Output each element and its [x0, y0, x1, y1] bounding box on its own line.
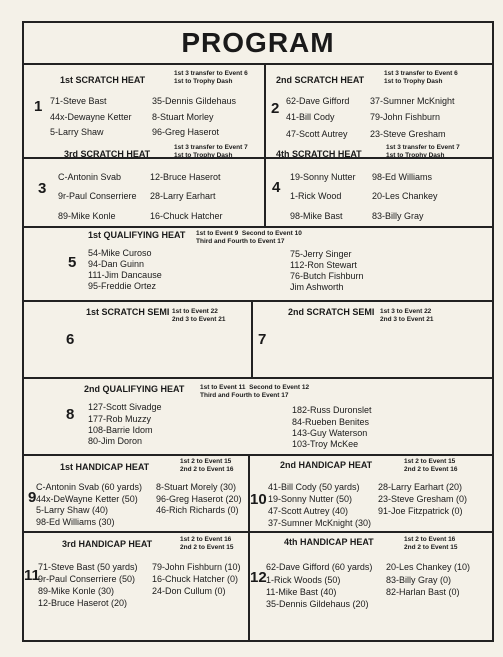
rider-entry: 103-Troy McKee [292, 439, 359, 449]
rider-entry: 12-Bruce Haserot [150, 172, 221, 182]
rider-entry: 9r-Paul Conserriere (50) [38, 574, 136, 584]
rider-entry: 112-Ron Stewart [290, 260, 357, 270]
event-header: 3rd SCRATCH HEAT [64, 149, 151, 159]
transfer-note: 1st 3 transfer to Event 7 1st to Trophy Dash [386, 144, 460, 159]
divider [24, 454, 492, 456]
rider-entry: 62-Dave Gifford [286, 96, 350, 106]
rider-entry: 98-Ed Williams [372, 172, 433, 182]
rider-entry: 111-Jim Dancause [88, 270, 162, 280]
rider-entry: 41-Bill Cody [286, 112, 335, 122]
rider-entry: 19-Sonny Nutter (50) [268, 494, 353, 504]
rider-entry: 8-Stuart Morely (30) [156, 482, 237, 492]
rider-entry: 82-Harlan Bast (0) [386, 587, 460, 597]
rider-entry: 98-Mike Bast [290, 211, 343, 221]
rider-entry: 24-Don Cullum (0) [152, 586, 226, 596]
rider-entry: 84-Rueben Benites [292, 417, 370, 427]
rider-entry: 79-John Fishburn [370, 112, 441, 122]
divider [248, 454, 250, 640]
rider-entry: 1-Rick Woods (50) [266, 575, 341, 585]
transfer-note: 1st 2 to Event 16 2nd 2 to Event 15 [404, 536, 458, 551]
event-number: 8 [66, 406, 75, 423]
transfer-note: 1st 2 to Event 15 2nd 2 to Event 16 [180, 458, 234, 473]
rider-entry: 54-Mike Curoso [88, 248, 152, 258]
page-title: PROGRAM [181, 27, 335, 58]
rider-entry: 47-Scott Autrey (40) [268, 506, 349, 516]
rider-entry: 19-Sonny Nutter [290, 172, 356, 182]
rider-entry: 1-Rick Wood [290, 191, 342, 201]
rider-entry: 16-Chuck Hatcher [150, 211, 223, 221]
event-header: 2nd SCRATCH SEMI [288, 307, 375, 317]
event-header: 3rd HANDICAP HEAT [62, 539, 153, 549]
rider-entry: 95-Freddie Ortez [88, 281, 157, 291]
rider-entry: 75-Jerry Singer [290, 249, 352, 259]
rider-entry: Jim Ashworth [290, 282, 344, 292]
event-header: 1st SCRATCH HEAT [60, 75, 146, 85]
rider-entry: 83-Billy Gray (0) [386, 575, 452, 585]
rider-entry: 89-Mike Konle [58, 211, 116, 221]
event-header: 1st SCRATCH SEMI [86, 307, 170, 317]
rider-entry: 23-Steve Gresham [370, 129, 446, 139]
rider-entry: 98-Ed Williams (30) [36, 517, 115, 527]
transfer-note: 1st 3 transfer to Event 6 1st to Trophy Dash [174, 70, 248, 85]
transfer-note: 1st to Event 22 2nd 3 to Event 21 [172, 308, 226, 323]
transfer-note: 1st 3 to Event 22 2nd 3 to Event 21 [380, 308, 434, 323]
rider-entry: 9r-Paul Conserriere [58, 191, 137, 201]
rider-entry: 20-Les Chankey (10) [386, 562, 471, 572]
event-number: 6 [66, 331, 75, 348]
rider-entry: 108-Barrie Idom [88, 425, 153, 435]
rider-entry: C-Antonin Svab (60 yards) [36, 482, 143, 492]
event-number: 3 [38, 180, 47, 197]
rider-entry: 35-Dennis Gildehaus (20) [266, 599, 369, 609]
transfer-note: 1st 3 transfer to Event 6 1st to Trophy Dash [384, 70, 458, 85]
event-number: 4 [272, 179, 281, 196]
rider-entry: 37-Sumner McKnight [370, 96, 455, 106]
event-number: 12 [250, 569, 267, 586]
event-number: 11 [24, 567, 40, 584]
transfer-note: 1st 3 transfer to Event 7 1st to Trophy Dash [174, 144, 248, 159]
rider-entry: 89-Mike Konle (30) [38, 586, 115, 596]
rider-entry: 177-Rob Muzzy [88, 414, 152, 424]
rider-entry: 5-Larry Shaw (40) [36, 505, 109, 515]
divider [24, 63, 492, 65]
rider-entry: 96-Greg Haserot [152, 127, 220, 137]
rider-entry: 182-Russ Duronslet [292, 405, 372, 415]
event-number: 5 [68, 254, 77, 271]
divider [24, 377, 492, 379]
rider-entry: 12-Bruce Haserot (20) [38, 598, 128, 608]
event-header: 2nd SCRATCH HEAT [276, 75, 365, 85]
rider-entry: 23-Steve Gresham (0) [378, 494, 468, 504]
event-header: 2nd HANDICAP HEAT [280, 460, 373, 470]
transfer-note: 1st 2 to Event 16 2nd 2 to Event 15 [180, 536, 234, 551]
event-header: 2nd QUALIFYING HEAT [84, 384, 185, 394]
event-header: 4th HANDICAP HEAT [284, 537, 374, 547]
rider-entry: 94-Dan Guinn [88, 259, 145, 269]
transfer-note: 1st to Event 11 Second to Event 12 Third and Fourth to Event 17 [200, 384, 310, 399]
rider-entry: 76-Butch Fishburn [290, 271, 364, 281]
rider-entry: 37-Sumner McKnight (30) [268, 518, 372, 528]
rider-entry: 143-Guy Waterson [292, 428, 368, 438]
rider-entry: 47-Scott Autrey [286, 129, 348, 139]
rider-entry: 28-Larry Earhart (20) [378, 482, 463, 492]
event-header: 1st QUALIFYING HEAT [88, 230, 186, 240]
rider-entry: 44x-DeWayne Ketter (50) [36, 494, 138, 504]
rider-entry: 62-Dave Gifford (60 yards) [266, 562, 373, 572]
rider-entry: 28-Larry Earhart [150, 191, 216, 201]
divider [251, 300, 253, 379]
event-number: 7 [258, 331, 267, 348]
rider-entry: 11-Mike Bast (40) [266, 587, 337, 597]
rider-entry: 41-Bill Cody (50 yards) [268, 482, 360, 492]
rider-entry: 35-Dennis Gildehaus [152, 96, 237, 106]
rider-entry: 71-Steve Bast (50 yards) [38, 562, 138, 572]
divider [24, 531, 492, 533]
rider-entry: 8-Stuart Morley [152, 112, 214, 122]
transfer-note: 1st 2 to Event 15 2nd 2 to Event 16 [404, 458, 458, 473]
divider [264, 63, 266, 228]
transfer-note: 1st to Event 9 Second to Event 10 Third and Fourth to Event 17 [196, 230, 302, 245]
rider-entry: 127-Scott Sivadge [88, 402, 162, 412]
divider [24, 226, 492, 228]
rider-entry: 96-Greg Haserot (20) [156, 494, 242, 504]
rider-entry: C-Antonin Svab [58, 172, 122, 182]
event-number: 10 [250, 491, 267, 508]
rider-entry: 20-Les Chankey [372, 191, 438, 201]
rider-entry: 91-Joe Fitzpatrick (0) [378, 506, 463, 516]
rider-entry: 83-Billy Gray [372, 211, 424, 221]
event-number: 9 [28, 489, 37, 506]
program-page [22, 21, 494, 642]
rider-entry: 16-Chuck Hatcher (0) [152, 574, 239, 584]
event-number: 1 [34, 98, 43, 115]
event-header: 4th SCRATCH HEAT [276, 149, 362, 159]
rider-entry: 80-Jim Doron [88, 436, 143, 446]
rider-entry: 5-Larry Shaw [50, 127, 104, 137]
event-number: 2 [271, 100, 280, 117]
event-header: 1st HANDICAP HEAT [60, 462, 150, 472]
rider-entry: 79-John Fishburn (10) [152, 562, 241, 572]
rider-entry: 46-Rich Richards (0) [156, 505, 239, 515]
divider [24, 300, 492, 302]
rider-entry: 71-Steve Bast [50, 96, 107, 106]
rider-entry: 44x-Dewayne Ketter [50, 112, 132, 122]
